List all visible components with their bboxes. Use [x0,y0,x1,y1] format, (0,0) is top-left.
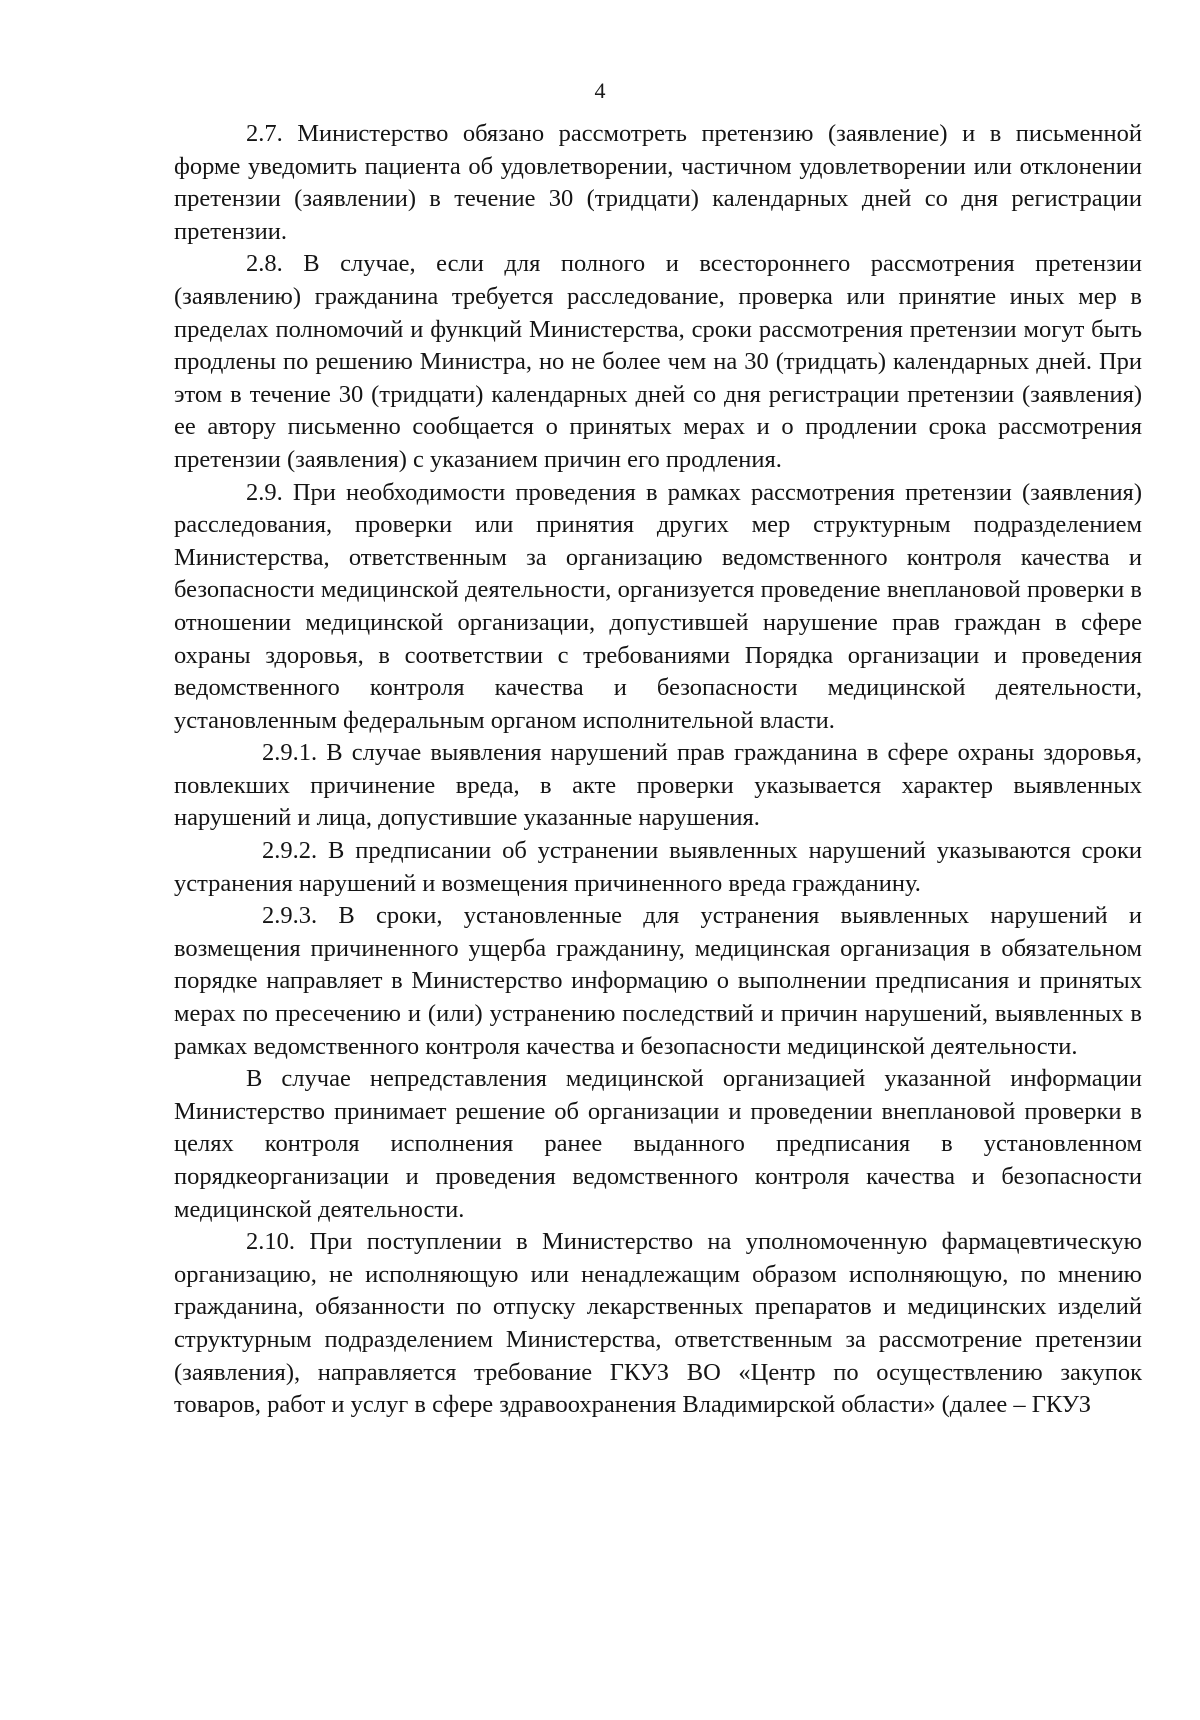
paragraph-2-9-3: 2.9.3. В сроки, установленные для устранения выявленных нарушений и возмещения причиненного ущерба гражданину, медицинская организация в обязательном порядке направляет в Министерство информацию о выполнении предписания и принятых мерах по пресечению и (или) устранению последствий и причин нарушений, выявленных в рамках ведомственного контроля качества и безопасности медицинской деятельности. [174,902,1142,1060]
paragraph-2-9: 2.9. При необходимости проведения в рамках рассмотрения претензии (заявления) расследования, проверки или принятия других мер структурным подразделением Министерства, ответственным за организацию ведомственного контроля качества и безопасности медицинской деятельности, организуется проведение внеплановой проверки в отношении медицинской организации, допустившей нарушение прав граждан в сфере охраны здоровья, в соответствии с требованиями Порядка организации и проведения ведомственного контроля качества и безопасности медицинской деятельности, установленным федеральным органом исполнительной власти. [174,478,1142,734]
paragraph-2-10: 2.10. При поступлении в Министерство на уполномоченную фармацевтическую организацию, не исполняющую или ненадлежащим образом исполняющую, по мнению гражданина, обязанности по отпуску лекарственных препаратов и медицинских изделий структурным подразделением Министерства, ответственным за рассмотрение претензии (заявления), направляется требование ГКУЗ ВО «Центр по осуществлению закупок товаров, работ и услуг в сфере здравоохранения Владимирской области» (далее – ГКУЗ [174,1228,1142,1419]
document-body [174,118,1142,1422]
paragraph-2-9-2: 2.9.2. В предписании об устранении выявленных нарушений указываются сроки устранения нарушений и возмещения причиненного вреда гражданину. [174,837,1142,897]
paragraph-2-7: 2.7. Министерство обязано рассмотреть претензию (заявление) и в письменной форме уведомить пациента об удовлетворении, частичном удовлетворении или отклонении претензии (заявлении) в течение 30 (тридцати) календарных дней со дня регистрации претензии. [174,120,1142,245]
paragraph-2-9-1: 2.9.1. В случае выявления нарушений прав гражданина в сфере охраны здоровья, повлекших причинение вреда, в акте проверки указывается характер выявленных нарушений и лица, допустившие указанные нарушения. [174,739,1142,832]
paragraph-2-8: 2.8. В случае, если для полного и всестороннего рассмотрения претензии (заявлению) гражданина требуется расследование, проверка или принятие иных мер в пределах полномочий и функций Министерства, сроки рассмотрения претензии могут быть продлены по решению Министра, но не более чем на 30 (тридцать) календарных дней. При этом в течение 30 (тридцати) календарных дней со дня регистрации претензии (заявления) ее автору письменно сообщается о принятых мерах и о продлении срока рассмотрения претензии (заявления) с указанием причин его продления. [174,250,1142,473]
paragraph-non-submission: В случае непредставления медицинской организацией указанной информации Министерство принимает решение об организации и проведении внеплановой проверки в целях контроля исполнения ранее выданного предписания в установленном порядкеорганизации и проведения ведомственного контроля качества и безопасности медицинской деятельности. [174,1065,1142,1223]
page-number: 4 [594,78,606,103]
